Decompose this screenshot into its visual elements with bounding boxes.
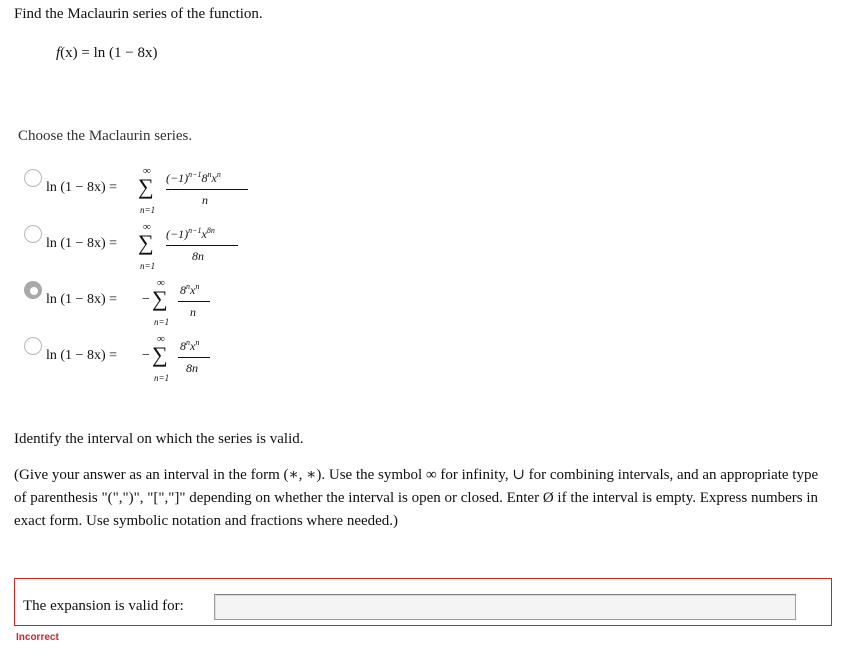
- option-4-lower: n=1: [154, 373, 170, 383]
- option-3-minus: −: [142, 292, 150, 307]
- option-2-sigma-icon: ∑: [138, 230, 154, 255]
- option-2-lhs: ln (1 − 8x) =: [46, 236, 118, 251]
- option-1-sigma-icon: ∑: [138, 174, 154, 199]
- status-incorrect: Incorrect: [16, 632, 59, 643]
- numer-exp: n: [216, 170, 221, 179]
- numer-part: x: [201, 227, 207, 241]
- option-4-sigma-icon: ∑: [152, 342, 168, 367]
- numer-exp: n−1: [188, 226, 202, 235]
- numer-exp: n−1: [188, 170, 202, 179]
- option-2-radio[interactable]: [24, 225, 42, 243]
- numer-exp: n: [195, 282, 200, 291]
- numer-exp: 8n: [206, 226, 215, 235]
- option-1-fraction-bar: [166, 189, 248, 190]
- interval-question: Identify the interval on which the series is valid.: [14, 431, 304, 447]
- option-3-lower: n=1: [154, 317, 170, 327]
- option-3-upper: ∞: [157, 277, 165, 289]
- option-2-denominator: 8n: [192, 249, 204, 263]
- option-4-lhs: ln (1 − 8x) =: [46, 348, 118, 363]
- option-1-radio[interactable]: [24, 169, 42, 187]
- option-1-lower: n=1: [140, 205, 156, 215]
- option-4-minus: −: [142, 348, 150, 363]
- numer-exp: n: [195, 338, 200, 347]
- numer-part: (−1): [166, 171, 189, 185]
- numer-part: (−1): [166, 227, 189, 241]
- interval-instructions: (Give your answer as an interval in the form (∗, ∗). Use the symbol ∞ for infinity, ∪ for combining intervals, and an appropriate type of parenthesis "(",")", "[","]" depending on whether the interval is open or closed. Enter Ø if the interval is empty. Express numbers in exact form. Use symbolic notation and fractions where needed.): [14, 467, 819, 529]
- option-4-numerator: [180, 339, 199, 354]
- option-1-lhs: ln (1 − 8x) =: [46, 180, 118, 195]
- numer-part: 8: [180, 339, 186, 353]
- option-4-denominator: 8n: [186, 361, 198, 375]
- numer-exp: n: [186, 338, 190, 347]
- option-3-radio[interactable]: [24, 281, 42, 299]
- question-prompt: Find the Maclaurin series of the function.: [14, 6, 263, 22]
- numer-exp: n: [186, 282, 190, 291]
- option-4-upper: ∞: [157, 333, 165, 345]
- option-3-denominator: n: [190, 305, 196, 319]
- option-3-numerator: [180, 283, 199, 298]
- option-4-radio[interactable]: [24, 337, 42, 355]
- option-3-fraction-bar: [178, 301, 210, 302]
- answer-label: The expansion is valid for:: [23, 598, 184, 614]
- function-definition: [56, 45, 158, 62]
- choose-label: Choose the Maclaurin series.: [18, 128, 193, 144]
- option-1-upper: ∞: [143, 165, 151, 177]
- numer-part: 8: [180, 283, 186, 297]
- option-2-numerator: [166, 227, 215, 242]
- numer-part: 8: [201, 171, 208, 185]
- option-2-lower: n=1: [140, 261, 156, 271]
- numer-part: x: [211, 171, 217, 185]
- option-3-lhs: ln (1 − 8x) =: [46, 292, 118, 307]
- answer-container: [14, 578, 832, 626]
- interval-answer-input[interactable]: [214, 594, 796, 620]
- option-1-denominator: n: [202, 193, 208, 207]
- option-2-fraction-bar: [166, 245, 238, 246]
- function-name: f: [56, 45, 61, 61]
- option-4-fraction-bar: [178, 357, 210, 358]
- option-3-sigma-icon: ∑: [152, 286, 168, 311]
- numer-part: x: [190, 339, 196, 353]
- function-expression: (x) = ln (1 − 8x): [60, 45, 158, 61]
- numer-exp: n: [207, 170, 212, 179]
- numer-part: x: [190, 283, 196, 297]
- option-1-numerator: [166, 171, 221, 186]
- option-2-upper: ∞: [143, 221, 151, 233]
